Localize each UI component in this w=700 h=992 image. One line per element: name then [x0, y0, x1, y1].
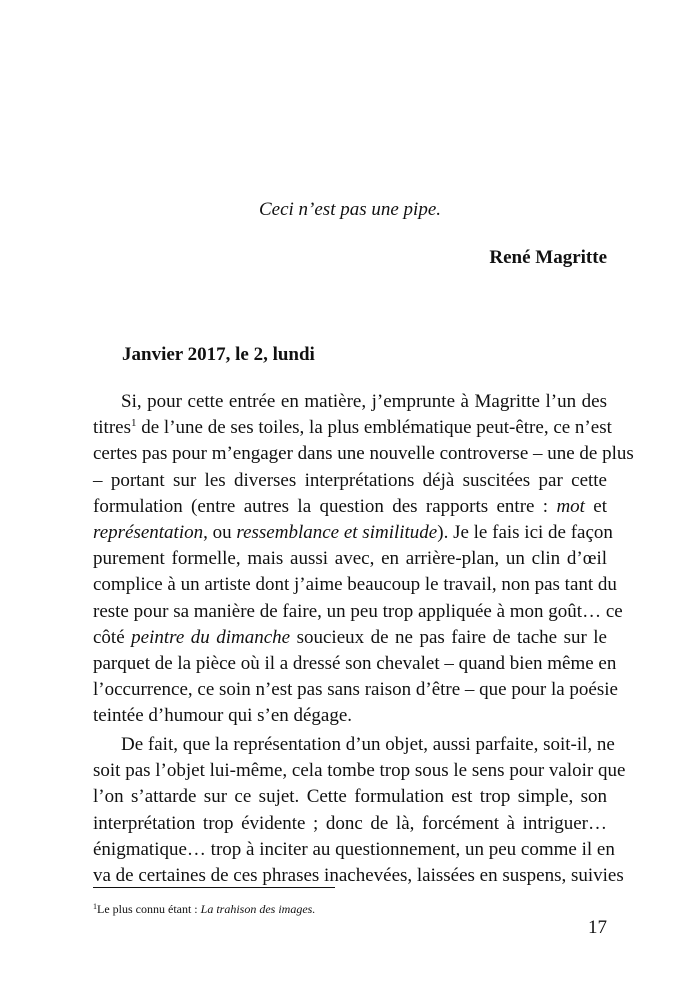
text-line: – portant sur les diverses interprétations déjà suscitées par cette [93, 469, 607, 491]
text-line: certes pas pour m’engager dans une nouvelle controverse – une de plus [93, 443, 634, 465]
emphasis-text: représentation [93, 522, 204, 544]
text-line: purement formelle, mais aussi avec, en arrière-plan, un clin d’œil [93, 548, 607, 570]
page-number: 17 [588, 917, 607, 938]
text-line: De fait, que la représentation d’un objet, aussi parfaite, soit-il, ne [121, 734, 615, 755]
body-paragraph-2 [93, 732, 626, 889]
text-line: l’on s’attarde sur ce sujet. Cette formulation est trop simple, son [93, 786, 607, 808]
text-line: énigmatique… trop à inciter au questionnement, un peu comme il en [93, 838, 615, 860]
text-line: titres$^1$ de l’une de ses toiles, la plus emblématique peut-être, ce n’est [93, 417, 612, 439]
epigraph-quote: Ceci n’est pas une pipe. [258, 199, 442, 220]
emphasis-text: mot [556, 495, 585, 517]
text-line: représentation, ou ressemblance et similitude). Je le fais ici de façon [93, 522, 613, 544]
text-line: côté peintre du dimanche soucieux de ne pas faire de tache sur le [93, 626, 607, 648]
text-line: Si, pour cette entrée en matière, j’emprunte à Magritte l’un des [121, 391, 607, 412]
text-line: va de certaines de ces phrases inachevées, laissées en suspens, suivies [93, 865, 624, 887]
footnote-text: Le plus connu étant : [97, 902, 201, 916]
text-line: parquet de la pièce où il a dressé son chevalet – quand bien même en [93, 653, 617, 675]
footnote-marker: 1 [93, 902, 97, 911]
emphasis-text: ressemblance et similitude [236, 522, 438, 544]
text-line: formulation (entre autres la question des rapports entre : mot et [93, 495, 607, 517]
text-line: l’occurrence, ce soin n’est pas sans raison d’être – que pour la poésie [93, 679, 618, 701]
footnote-title: La trahison des images. [200, 902, 316, 916]
footnote-divider [93, 887, 335, 888]
epigraph-author: René Magritte [489, 247, 607, 268]
footnote [93, 901, 315, 917]
text-line: teintée d’humour qui s’en dégage. [93, 705, 353, 727]
text-line: reste pour sa manière de faire, un peu trop appliquée à mon goût… ce [93, 600, 623, 622]
emphasis-text: peintre du dimanche [131, 626, 291, 648]
text-line: interprétation trop évidente ; donc de là, forcément à intriguer… [93, 812, 607, 834]
body-paragraph-1 [93, 389, 634, 730]
entry-date-heading: Janvier 2017, le 2, lundi [122, 344, 315, 365]
text-line: complice à un artiste dont j’aime beaucoup le travail, non pas tant du [93, 574, 617, 596]
footnote-reference: 1 [131, 417, 137, 430]
text-line: soit pas l’objet lui-même, cela tombe trop sous le sens pour valoir que [93, 760, 626, 782]
